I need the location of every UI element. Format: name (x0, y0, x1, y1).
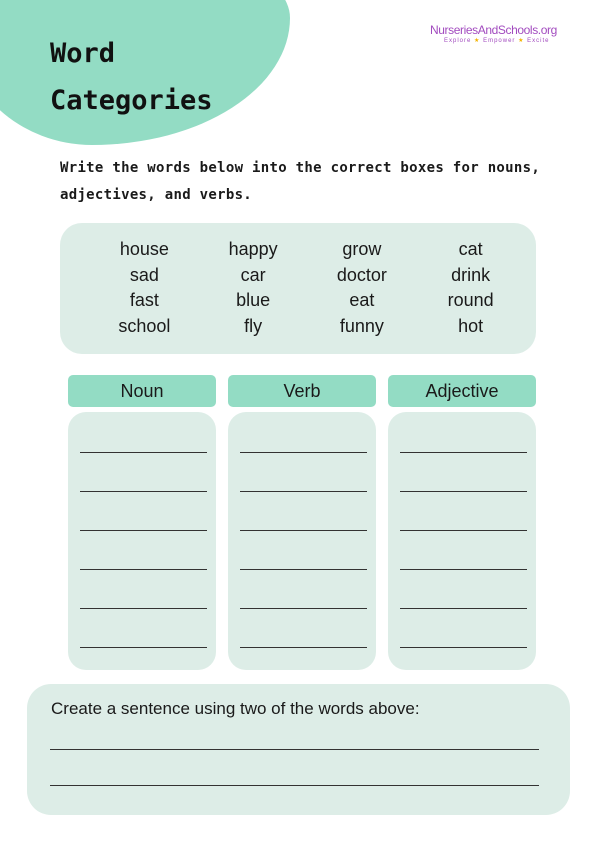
title-line-1: Word (50, 38, 116, 69)
write-line[interactable] (400, 608, 527, 609)
write-line[interactable] (80, 530, 207, 531)
title-line-2: Categories (50, 85, 213, 116)
write-line[interactable] (240, 608, 367, 609)
word-bank-item: blue (236, 290, 271, 310)
brand-logo (430, 23, 570, 44)
word-bank-item: fast (129, 290, 159, 310)
write-line[interactable] (400, 569, 527, 570)
write-line[interactable] (400, 452, 527, 453)
word-bank-item: cat (458, 239, 483, 259)
write-line[interactable] (240, 491, 367, 492)
word-bank-item: sad (129, 264, 159, 285)
sentence-prompt: Create a sentence using two of the words above: (51, 699, 420, 718)
word-bank-item: round (447, 290, 494, 310)
logo-tag-word: Explore (444, 38, 472, 44)
logo-name: NurseriesAndSchools.org (430, 23, 557, 37)
write-line[interactable] (400, 530, 527, 531)
word-bank-item: eat (349, 290, 375, 310)
word-bank-item: drink (451, 264, 491, 285)
word-bank-item: funny (339, 315, 384, 336)
write-line[interactable] (400, 647, 527, 648)
instructions: Write the words below into the correct boxes for nouns, adjectives, and verbs. (60, 160, 541, 203)
sentence-section (27, 684, 570, 815)
word-grid (90, 237, 525, 339)
write-line[interactable] (80, 569, 207, 570)
write-line[interactable] (400, 491, 527, 492)
word-bank (60, 223, 536, 354)
logo-tagline (444, 37, 570, 44)
write-line[interactable] (240, 569, 367, 570)
write-line[interactable] (240, 530, 367, 531)
word-bank-item: car (240, 264, 266, 285)
column-header-noun: Noun (68, 375, 216, 407)
logo-tag-word: Excite (527, 38, 550, 44)
write-line[interactable] (80, 647, 207, 648)
word-bank-item: hot (458, 315, 484, 336)
logo-tag-word: Empower (483, 38, 516, 44)
write-line[interactable] (80, 608, 207, 609)
word-bank-item: fly (244, 315, 263, 336)
word-bank-item: doctor (336, 264, 387, 285)
page-title (50, 30, 213, 124)
write-line[interactable] (80, 491, 207, 492)
word-bank-item: happy (228, 239, 278, 259)
column-box-noun (68, 412, 216, 670)
write-line[interactable] (80, 452, 207, 453)
write-line[interactable] (240, 452, 367, 453)
sentence-line[interactable] (50, 785, 539, 786)
star-icon: ★ (474, 38, 481, 44)
star-icon: ★ (518, 38, 525, 44)
column-box-adjective (388, 412, 536, 670)
word-bank-item: grow (342, 239, 382, 259)
sentence-line[interactable] (50, 749, 539, 750)
word-bank-item: school (118, 315, 171, 336)
write-line[interactable] (240, 647, 367, 648)
column-header-adjective: Adjective (388, 375, 536, 407)
column-header-verb: Verb (228, 375, 376, 407)
word-bank-item: house (119, 239, 169, 259)
column-box-verb (228, 412, 376, 670)
